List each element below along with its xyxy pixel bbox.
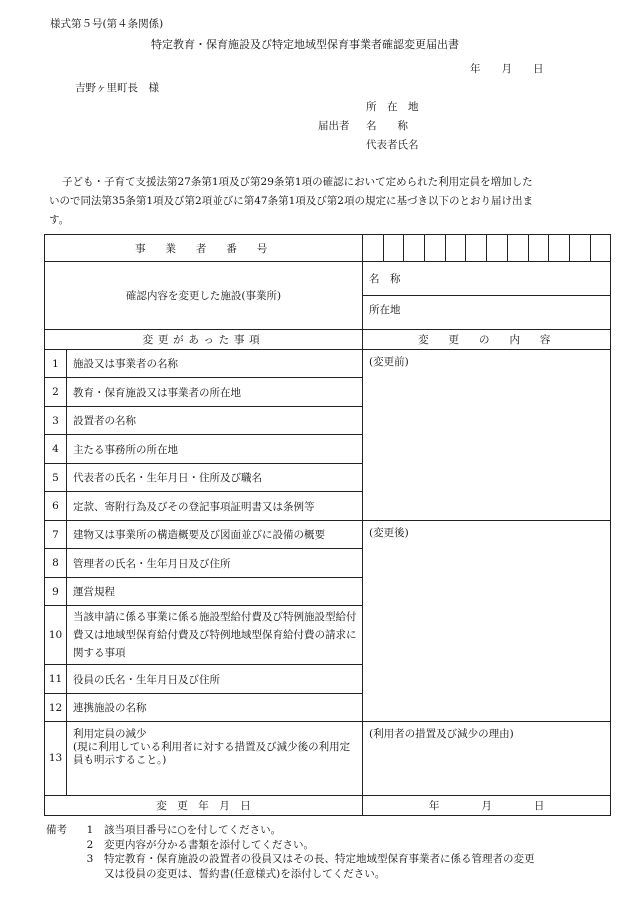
item-13-cell	[67, 722, 363, 795]
item-label: 連携施設の名称	[67, 693, 363, 721]
business-number-digit[interactable]	[404, 235, 425, 262]
item-number[interactable]: 3	[45, 406, 67, 434]
item-number[interactable]: 12	[45, 693, 67, 721]
business-number-digit[interactable]	[363, 235, 384, 262]
item-label: 設置者の名称	[67, 406, 363, 434]
intro-line-2: いので同法第35条第1項及び第2項並びに第47条第1項及び第2項の規定に基づき以下のとおり届け出ま	[49, 195, 533, 207]
business-number-digit[interactable]	[549, 235, 570, 262]
business-number-digit[interactable]	[466, 235, 487, 262]
name-label: 名 称	[366, 120, 408, 132]
note-text: 特定教育・保育施設の設置者の役員又はその長、特定地域型保育事業者に係る管理者の変更	[104, 853, 535, 865]
intro-line-3: す。	[49, 214, 70, 226]
facility-name-label: 名 称	[369, 273, 401, 286]
item-label: 管理者の氏名・生年月日及び住所	[67, 549, 363, 577]
before-content-field[interactable]	[363, 349, 611, 520]
business-number-digit[interactable]	[569, 235, 590, 262]
notes-section	[46, 823, 535, 881]
change-form-table	[44, 234, 611, 816]
item-note: (現に利用している利用者に対する措置及び減少後の利用定員も明示すること。)	[73, 741, 351, 767]
business-number-digit[interactable]	[445, 235, 466, 262]
facility-label: 確認内容を変更した施設(事業所)	[45, 262, 363, 329]
note-number: 1	[86, 824, 94, 836]
facility-address-label: 所在地	[369, 304, 401, 317]
facility-address-field[interactable]	[363, 296, 611, 330]
notes-label: 備考	[46, 824, 67, 836]
note-text: 変更内容が分かる書類を添付してください。	[104, 838, 314, 851]
representative-label: 代表者氏名	[366, 139, 419, 151]
filer-label: 届出者	[318, 120, 350, 132]
page-title: 特定教育・保育施設及び特定地域型保育事業者確認変更届出書	[151, 38, 459, 51]
item-label: 利用定員の減少	[73, 728, 147, 741]
item-label: 役員の氏名・生年月日及び住所	[67, 665, 363, 693]
item-number[interactable]: 4	[45, 435, 67, 463]
item-number[interactable]: 6	[45, 492, 67, 520]
item-label: 運営規程	[67, 577, 363, 605]
change-content-header: 変 更 の 内 容	[363, 329, 611, 349]
note-text: 該当項目番号に○を付してください。	[104, 824, 282, 836]
item-number[interactable]: 13	[45, 722, 67, 795]
item-label: 代表者の氏名・生年月日・住所及び職名	[67, 463, 363, 491]
item-label: 教育・保育施設又は事業者の所在地	[67, 378, 363, 406]
item-number[interactable]: 2	[45, 378, 67, 406]
item-number[interactable]: 10	[45, 606, 67, 665]
business-number-label: 事 業 者 番 号	[45, 235, 363, 262]
change-date-label: 変 更 年 月 日	[45, 795, 363, 815]
address-label: 所 在 地	[366, 101, 419, 113]
item-label: 当該申請に係る事業に係る施設型給付費及び特例施設型給付費又は地域型保育給付費及び特例地域型保育給付費の請求に関する事項	[67, 606, 363, 665]
form-number: 様式第５号(第４条関係)	[50, 18, 164, 30]
business-number-digit[interactable]	[590, 235, 611, 262]
business-number-digit[interactable]	[507, 235, 528, 262]
intro-line-1: 子ども・子育て支援法第27条第1項及び第29条第1項の確認において定められた利用定員を増加した	[62, 176, 533, 188]
item-number[interactable]: 7	[45, 520, 67, 548]
reduction-reason-label: (利用者の措置及び減少の理由)	[369, 728, 514, 741]
changed-items-header: 変更があった事項	[45, 329, 363, 349]
note-number: 2	[86, 838, 94, 851]
before-label: (変更前)	[369, 355, 409, 368]
business-number-digit[interactable]	[425, 235, 446, 262]
item-number[interactable]: 8	[45, 549, 67, 577]
submission-date: 年 月 日	[470, 63, 544, 75]
reduction-reason-field[interactable]	[363, 722, 611, 795]
item-number[interactable]: 5	[45, 463, 67, 491]
business-number-digit[interactable]	[528, 235, 549, 262]
item-number[interactable]: 9	[45, 577, 67, 605]
item-label: 定款、寄附行為及びその登記事項証明書又は条例等	[67, 492, 363, 520]
item-number[interactable]: 11	[45, 665, 67, 693]
business-number-digit[interactable]	[383, 235, 404, 262]
note-number: 3	[86, 853, 94, 865]
after-content-field[interactable]	[363, 520, 611, 721]
item-label: 主たる事務所の所在地	[67, 435, 363, 463]
note-text-continued: 又は役員の変更は、誓約書(任意様式)を添付してください。	[104, 867, 386, 880]
after-label: (変更後)	[369, 526, 409, 539]
item-label: 建物又は事業所の構造概要及び図面並びに設備の概要	[67, 520, 363, 548]
change-date-field[interactable]: 年 月 日	[363, 795, 611, 815]
addressee: 吉野ヶ里町長 様	[75, 82, 159, 94]
item-number[interactable]: 1	[45, 349, 67, 377]
facility-name-field[interactable]	[363, 262, 611, 296]
item-label: 施設又は事業者の名称	[67, 349, 363, 377]
business-number-digit[interactable]	[487, 235, 508, 262]
